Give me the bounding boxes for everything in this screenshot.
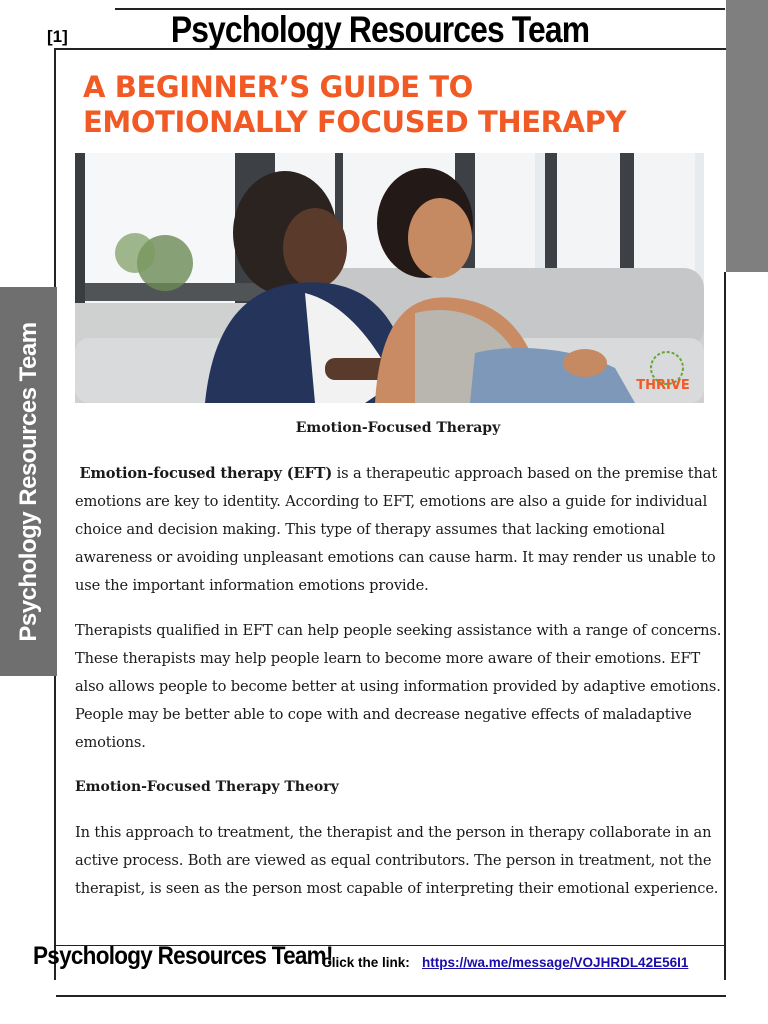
header-title: Psychology Resources Team bbox=[170, 9, 590, 50]
article-title bbox=[83, 70, 723, 140]
paragraph-intro bbox=[75, 460, 725, 600]
paragraph-intro-text: is a therapeutic approach based on the premise that emotions are key to identity. According to EFT, emotions are also a guide for individual choice and decision making. This type of therapy assumes that lacking emotional awareness or avoiding unpleasant emotions can cause harm. It may render us unable to use the important information emotions provide. bbox=[75, 465, 718, 594]
thrive-logo-text: THRIVE bbox=[636, 378, 690, 393]
hero-image bbox=[75, 153, 704, 403]
image-caption: Emotion-Focused Therapy bbox=[295, 420, 501, 436]
paragraph-intro-bold: Emotion-focused therapy (EFT) bbox=[79, 465, 333, 482]
section-subheading: Emotion-Focused Therapy Theory bbox=[75, 779, 339, 795]
footer-click-label: Click the link: bbox=[322, 955, 410, 970]
footer-whatsapp-link[interactable]: https://wa.me/message/VOJHRDL42E56I1 bbox=[422, 955, 689, 970]
hero-illustration bbox=[75, 153, 704, 403]
footer-brand: Psychology Resources Team! bbox=[33, 942, 333, 970]
article-title-line-2: EMOTIONALLY FOCUSED THERAPY bbox=[83, 105, 627, 139]
footer-rule-bottom bbox=[56, 995, 726, 997]
sidebar-vertical-text: Psychology Resources Team bbox=[14, 321, 42, 642]
paragraph-therapists: Therapists qualified in EFT can help people seeking assistance with a range of concerns. These therapists may help people learn to become more aware of their emotions. EFT also allows people to become better at using information provided by adaptive emotions. People may be better able to cope with and decrease negative effects of maladaptive emotions. bbox=[75, 622, 722, 751]
left-sidebar-band bbox=[0, 287, 57, 676]
right-decorative-bar bbox=[726, 0, 768, 272]
article-title-line-1: A BEGINNER’S GUIDE TO bbox=[83, 70, 473, 104]
paragraph-theory: In this approach to treatment, the therapist and the person in therapy collaborate in an active process. Both are viewed as equal contributors. The person in treatment, not the therapist, is seen as the person most capable of interpreting their emotional experience. bbox=[75, 824, 719, 897]
page-number: [1] bbox=[47, 27, 68, 46]
